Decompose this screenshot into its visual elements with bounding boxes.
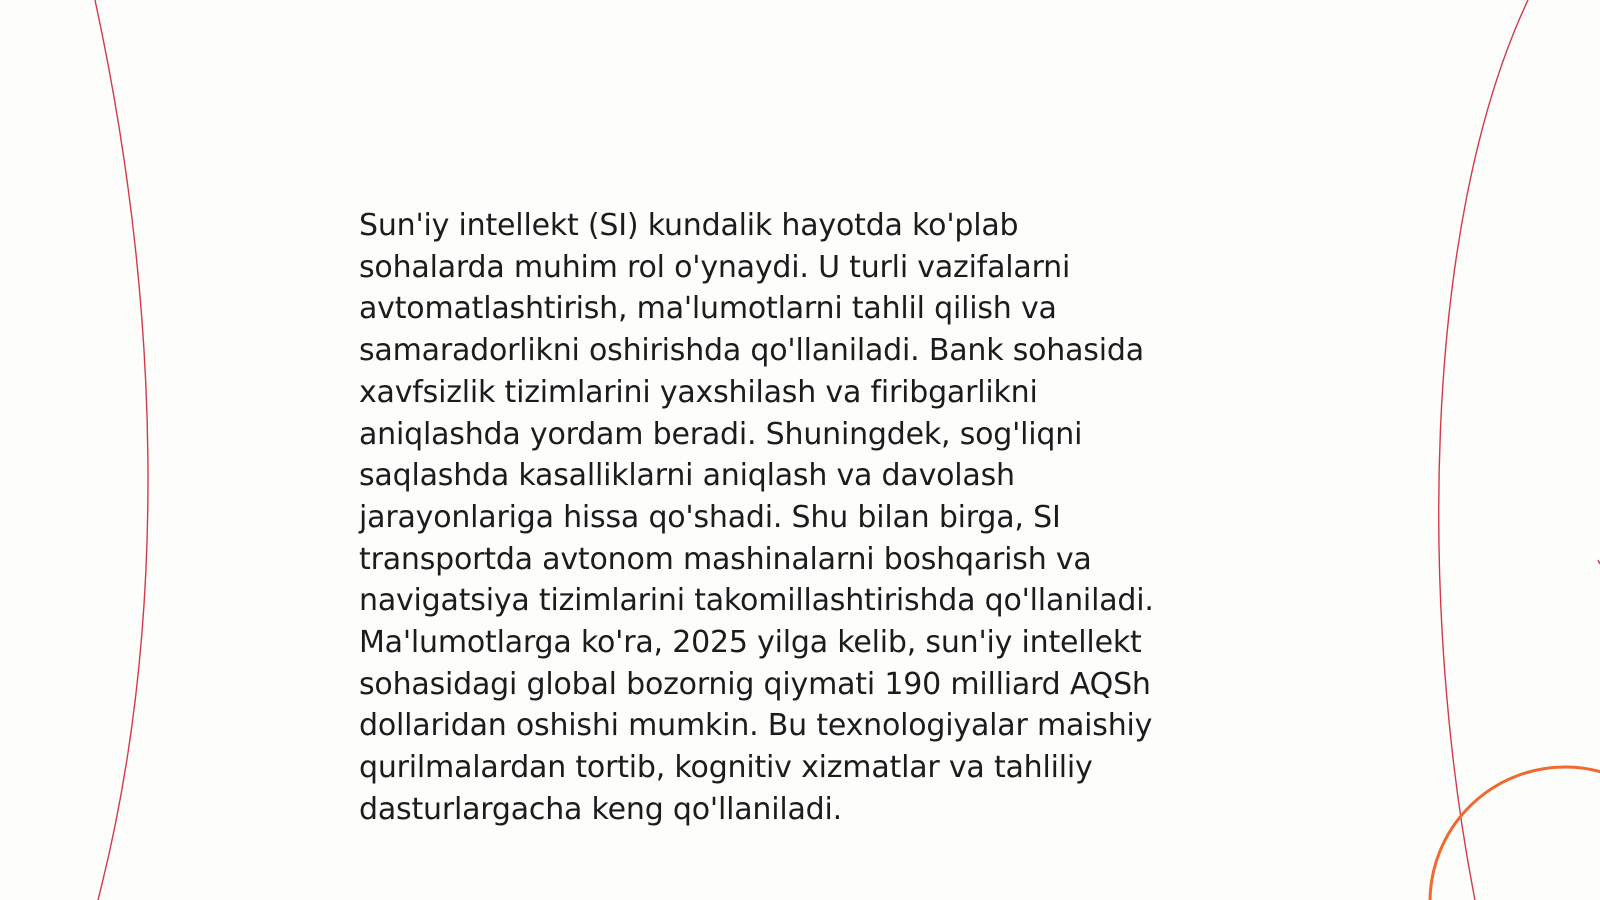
paragraph-line: transportda avtonom mashinalarni boshqarish va: [359, 541, 1092, 577]
right-curve-line: [1439, 0, 1528, 900]
paragraph-line: jarayonlariga hissa qo'shadi. Shu bilan birga, SI: [359, 499, 1061, 535]
left-curve-line: [95, 0, 148, 900]
paragraph-line: dasturlargacha keng qo'llaniladi.: [359, 791, 842, 827]
paragraph-line: samaradorlikni oshirishda qo'llaniladi. Bank sohasida: [359, 333, 1144, 369]
body-paragraph: [359, 205, 1259, 831]
paragraph-line: dollaridan oshishi mumkin. Bu texnologiyalar maishiy: [359, 708, 1153, 744]
accent-arc: [1430, 767, 1600, 900]
paragraph-line: sohasidagi global bozornig qiymati 190 milliard AQSh: [359, 666, 1151, 702]
paragraph-line: Ma'lumotlarga ko'ra, 2025 yilga kelib, sun'iy intellekt: [359, 625, 1142, 661]
paragraph-line: navigatsiya tizimlarini takomillashtirishda qo'llaniladi.: [359, 583, 1154, 619]
paragraph-line: Sun'iy intellekt (SI) kundalik hayotda ko'plab: [359, 208, 1019, 243]
paragraph-line: aniqlashda yordam beradi. Shuningdek, sog'liqni: [359, 416, 1083, 452]
paragraph-line: xavfsizlik tizimlarini yaxshilash va firibgarlikni: [359, 374, 1038, 410]
paragraph-line: saqlashda kasalliklarni aniqlash va davolash: [359, 458, 1015, 494]
paragraph-line: avtomatlashtirish, ma'lumotlarni tahlil qilish va: [359, 291, 1057, 327]
paragraph-line: sohalarda muhim rol o'ynaydi. U turli vazifalarni: [359, 249, 1071, 285]
paragraph-line: qurilmalardan tortib, kognitiv xizmatlar va tahliliy: [359, 750, 1093, 786]
